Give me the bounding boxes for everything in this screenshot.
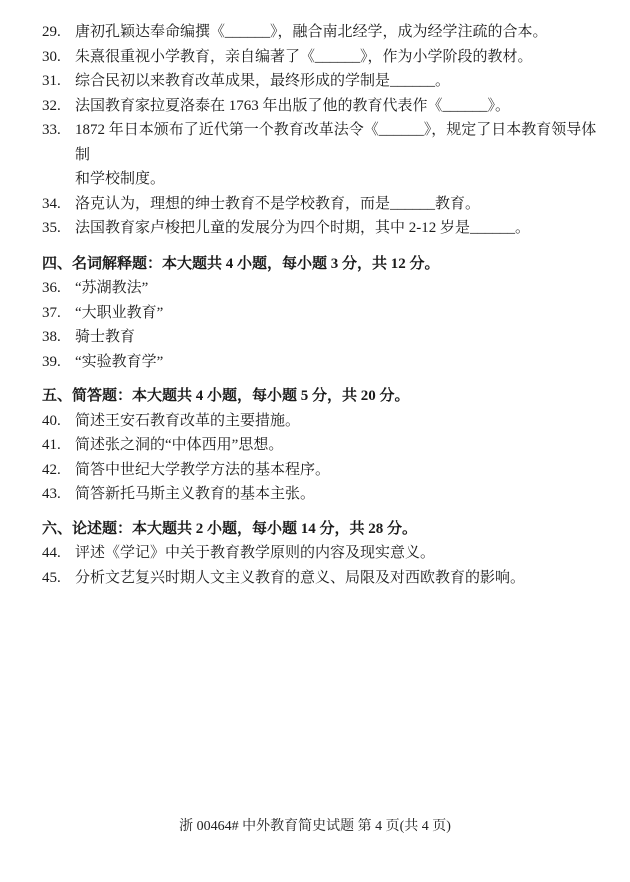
question-item — [42, 409, 597, 434]
question-text: 朱熹很重视小学教育，亲自编著了《______》，作为小学阶段的教材。 — [75, 48, 533, 65]
question-text — [75, 118, 597, 192]
question-number: 39. — [42, 353, 61, 370]
section-heading: 四、名词解释题：本大题共 4 小题，每小题 3 分，共 12 分。 — [42, 255, 440, 272]
question-number: 41. — [42, 437, 61, 453]
question-number: 29. — [42, 24, 61, 40]
question-text: “大职业教育” — [75, 304, 164, 321]
question-item — [42, 94, 597, 119]
question-text: 简答新托马斯主义教育的基本主张。 — [75, 486, 316, 502]
question-number: 37. — [42, 304, 61, 321]
section-heading: 六、论述题：本大题共 2 小题，每小题 14 分，共 28 分。 — [42, 520, 418, 537]
question-text: 骑士教育 — [75, 329, 136, 345]
question-item — [42, 301, 597, 326]
question-text: “实验教育学” — [75, 353, 164, 370]
question-number: 30. — [42, 48, 61, 65]
question-number: 40. — [42, 412, 61, 429]
question-text: 唐初孔颖达奉命编撰《______》，融合南北经学，成为经学注疏的合本。 — [75, 24, 548, 40]
question-text: 洛克认为，理想的绅士教育不是学校教育，而是______教育。 — [75, 195, 481, 212]
question-text: 法国教育家卢梭把儿童的发展分为四个时期，其中 2-12 岁是______。 — [75, 220, 530, 236]
question-text: 评述《学记》中关于教育教学原则的内容及现实意义。 — [75, 545, 436, 561]
question-text-line1: 1872 年日本颁布了近代第一个教育改革法令《______》，规定了日本教育领导体制 — [75, 122, 597, 163]
question-text: 简答中世纪大学教学方法的基本程序。 — [75, 461, 331, 478]
question-item — [42, 458, 597, 483]
section-term-definitions — [42, 252, 597, 375]
question-number: 31. — [42, 73, 61, 89]
question-number: 34. — [42, 195, 61, 212]
question-item — [42, 276, 597, 301]
question-item — [42, 566, 597, 591]
question-text-line2: 和学校制度。 — [75, 171, 166, 187]
question-number: 45. — [42, 569, 61, 586]
question-item — [42, 69, 597, 94]
question-text: 综合民初以来教育改革成果，最终形成的学制是______。 — [75, 73, 451, 89]
question-item — [42, 350, 597, 375]
question-item — [42, 433, 597, 458]
section-short-answer — [42, 384, 597, 507]
question-item — [42, 192, 597, 217]
question-text: 分析文艺复兴时期人文主义教育的意义、局限及对西欧教育的影响。 — [75, 569, 526, 586]
question-item — [42, 541, 597, 566]
question-number: 33. — [42, 122, 61, 138]
section-essay — [42, 517, 597, 591]
question-item — [42, 118, 597, 192]
question-number: 35. — [42, 220, 61, 236]
question-item — [42, 20, 597, 45]
question-number: 44. — [42, 545, 61, 561]
question-number: 36. — [42, 280, 61, 296]
question-number: 38. — [42, 329, 61, 345]
question-text: 简述张之洞的“中体西用”思想。 — [75, 437, 284, 453]
section-heading: 五、简答题：本大题共 4 小题，每小题 5 分，共 20 分。 — [42, 388, 410, 404]
question-text: “苏湖教法” — [75, 280, 149, 296]
page-content — [42, 20, 597, 590]
question-number: 42. — [42, 461, 61, 478]
question-text: 简述王安石教育改革的主要措施。 — [75, 412, 301, 429]
page-footer: 浙 00464# 中外教育简史试题 第 4 页(共 4 页) — [179, 819, 451, 834]
question-text: 法国教育家拉夏洛泰在 1763 年出版了他的教育代表作《______》。 — [75, 97, 511, 114]
question-item — [42, 216, 597, 241]
question-item — [42, 45, 597, 70]
question-number: 32. — [42, 97, 61, 114]
question-item — [42, 482, 597, 507]
question-item — [42, 325, 597, 350]
question-number: 43. — [42, 486, 61, 502]
